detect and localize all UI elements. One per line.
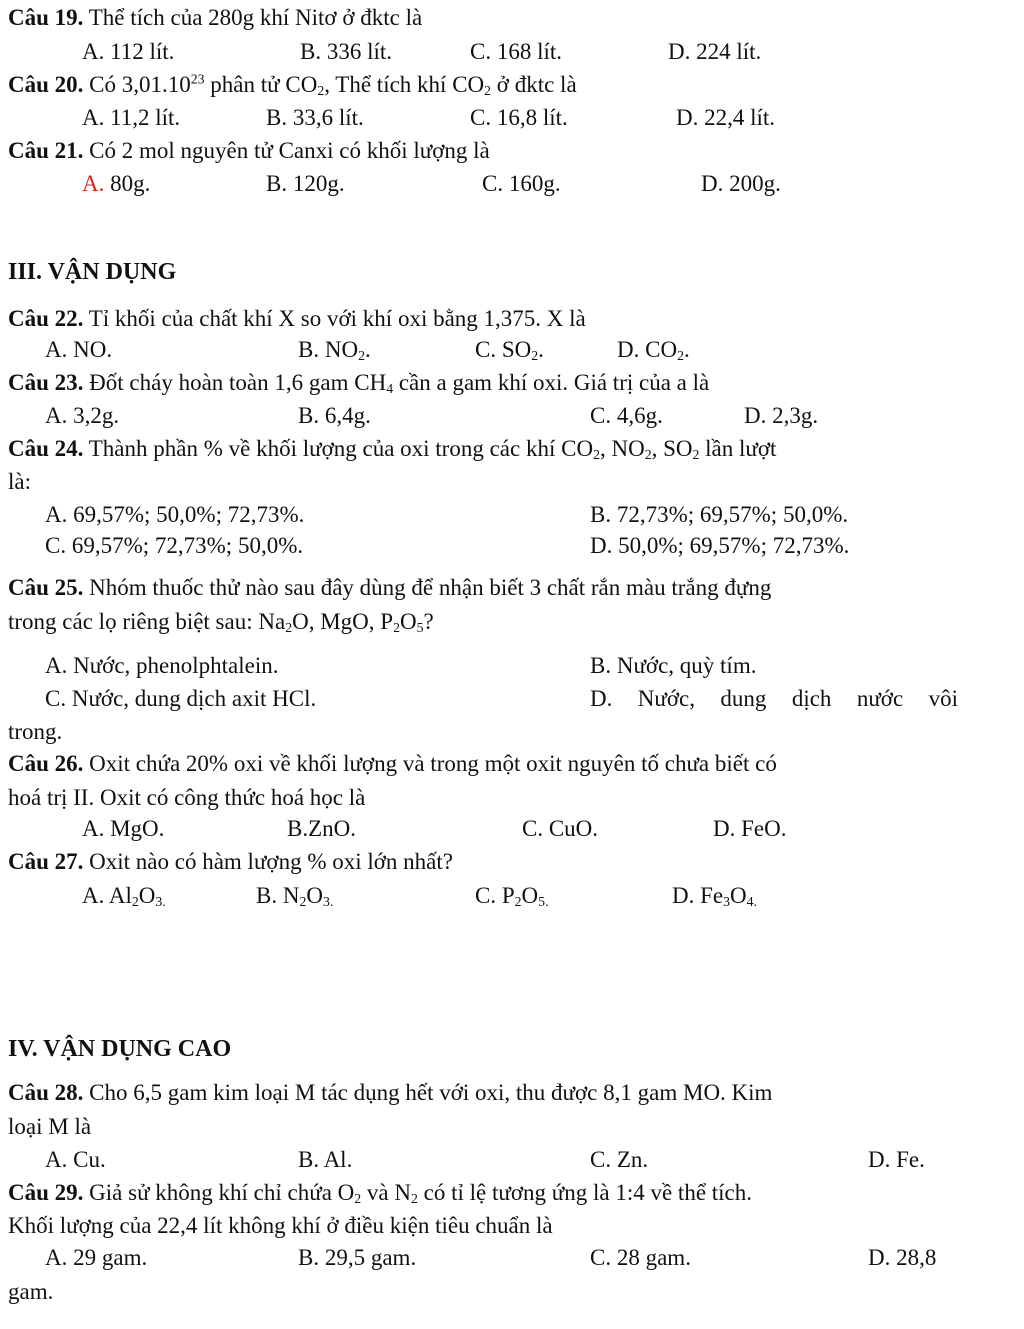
question-label: Câu 28. xyxy=(8,1080,84,1105)
question-continuation: là: xyxy=(8,469,31,494)
option-b: B. 336 lít. xyxy=(300,39,393,64)
option-d: D. 224 lít. xyxy=(668,39,762,64)
question-23: Câu 23. Đốt cháy hoàn toàn 1,6 gam $CH_4$ cần a gam khí oxi. Giá trị của a là xyxy=(8,370,710,396)
option-d: D. Fe. xyxy=(868,1147,925,1172)
question-28 xyxy=(8,1079,772,1107)
question-26 xyxy=(8,750,777,778)
option-a: A. 80g. xyxy=(82,171,151,196)
question-label: Câu 22. xyxy=(8,306,84,331)
question-label: Câu 19. xyxy=(8,5,84,30)
section-heading: III. VẬN DỤNG xyxy=(8,259,177,285)
option-d: D. 22,4 lít. xyxy=(676,105,776,130)
option-c: C. Nước, dung dịch axit HCl. xyxy=(45,686,317,711)
question-label: Câu 26. xyxy=(8,751,84,776)
section-heading: IV. VẬN DỤNG CAO xyxy=(8,1036,232,1062)
question-text: Tỉ khối của chất khí X so với khí oxi bằng 1,375. X là xyxy=(83,306,586,331)
option-d-continuation: gam. xyxy=(8,1279,54,1304)
question-text: Nhóm thuốc thử nào sau đây dùng để nhận biết 3 chất rắn màu trắng đựng xyxy=(83,575,772,600)
option-c: C. 160g. xyxy=(482,171,561,196)
question-text: Oxit nào có hàm lượng % oxi lớn nhất? xyxy=(83,849,453,874)
option-b: B. Al. xyxy=(298,1147,353,1172)
question-22 xyxy=(8,305,586,333)
option-b: B. 33,6 lít. xyxy=(266,105,364,130)
option-d: D. 2,3g. xyxy=(744,403,819,428)
option-d: D. 28,8 xyxy=(868,1245,937,1270)
option-d-continuation: trong. xyxy=(8,719,63,744)
option-c: C. 28 gam. xyxy=(590,1245,691,1270)
question-text: Thể tích của 280g khí Nitơ ở đktc là xyxy=(83,5,423,30)
option-a: A. 3,2g. xyxy=(45,403,120,428)
option-c: C. $P_2O_{5.}$ xyxy=(475,883,549,909)
option-a: A. NO. xyxy=(45,337,113,362)
option-d: D. FeO. xyxy=(713,816,787,841)
option-b: B. 120g. xyxy=(266,171,345,196)
option-d: D. $CO_2$. xyxy=(617,337,690,363)
question-27 xyxy=(8,848,453,876)
option-b: B.ZnO. xyxy=(287,816,356,841)
option-b: B. 72,73%; 69,57%; 50,0%. xyxy=(590,502,849,527)
option-a: A. 69,57%; 50,0%; 72,73%. xyxy=(45,502,305,527)
option-a: A. Cu. xyxy=(45,1147,106,1172)
option-letter: A. xyxy=(82,171,105,196)
option-b: B. Nước, quỳ tím. xyxy=(590,653,757,678)
question-text: Oxit chứa 20% oxi về khối lượng và trong một oxit nguyên tố chưa biết có xyxy=(83,751,777,776)
option-c: C. 69,57%; 72,73%; 50,0%. xyxy=(45,533,304,558)
question-29: Câu 29. Giả sử không khí chỉ chứa $O_2$ và $N_2$ có tỉ lệ tương ứng là 1:4 về thể tích. xyxy=(8,1180,753,1206)
question-label: Câu 24. xyxy=(8,436,84,461)
question-label: Câu 23. xyxy=(8,370,84,395)
option-a: A. 112 lít. xyxy=(82,39,175,64)
question-text: Có 2 mol nguyên tử Canxi có khối lượng là xyxy=(83,138,490,163)
option-c: C. CuO. xyxy=(522,816,599,841)
option-a: A. MgO. xyxy=(82,816,165,841)
option-c: C. Zn. xyxy=(590,1147,649,1172)
question-25 xyxy=(8,574,771,602)
question-label: Câu 29. xyxy=(8,1180,84,1205)
question-continuation: Khối lượng của 22,4 lít không khí ở điều kiện tiêu chuẩn là xyxy=(8,1213,553,1238)
question-20: Câu 20. Có 3,01.10$^{23}$ phân tử $CO_2$, Thể tích khí $CO_2$ ở đktc là xyxy=(8,71,577,98)
option-a: A. 29 gam. xyxy=(45,1245,148,1270)
option-a: A. Nước, phenolphtalein. xyxy=(45,653,279,678)
question-continuation: trong các lọ riêng biệt sau: $Na_2O$, MgO, $P_2O_5$? xyxy=(8,609,434,635)
option-c: C. 168 lít. xyxy=(470,39,563,64)
option-c: C. 16,8 lít. xyxy=(470,105,568,130)
option-b: B. 6,4g. xyxy=(298,403,371,428)
option-c: C. $SO_2$. xyxy=(475,337,544,363)
question-label: Câu 20. xyxy=(8,72,84,97)
question-24: Câu 24. Thành phần % về khối lượng của oxi trong các khí $CO_2$, $NO_2$, $SO_2$ lần lượt xyxy=(8,436,777,462)
question-continuation: loại M là xyxy=(8,1114,92,1139)
option-d: D. Nước, dung dịch nước vôi xyxy=(590,686,958,711)
question-text: Cho 6,5 gam kim loại M tác dụng hết với oxi, thu được 8,1 gam MO. Kim xyxy=(83,1080,773,1105)
option-b: B. $NO_2$. xyxy=(298,337,371,363)
option-b: B. 29,5 gam. xyxy=(298,1245,417,1270)
option-b: B. $N_2O_{3.}$ xyxy=(256,883,334,909)
option-d: D. $Fe_3O_{4.}$ xyxy=(672,883,758,909)
question-continuation: hoá trị II. Oxit có công thức hoá học là xyxy=(8,785,366,810)
question-label: Câu 21. xyxy=(8,138,84,163)
question-label: Câu 25. xyxy=(8,575,84,600)
option-a: A. $Al_2O_{3.}$ xyxy=(82,883,166,909)
option-d: D. 50,0%; 69,57%; 72,73%. xyxy=(590,533,850,558)
option-a: A. 11,2 lít. xyxy=(82,105,181,130)
option-c: C. 4,6g. xyxy=(590,403,663,428)
option-d: D. 200g. xyxy=(701,171,781,196)
question-21 xyxy=(8,137,490,165)
question-19 xyxy=(8,4,422,32)
question-label: Câu 27. xyxy=(8,849,84,874)
